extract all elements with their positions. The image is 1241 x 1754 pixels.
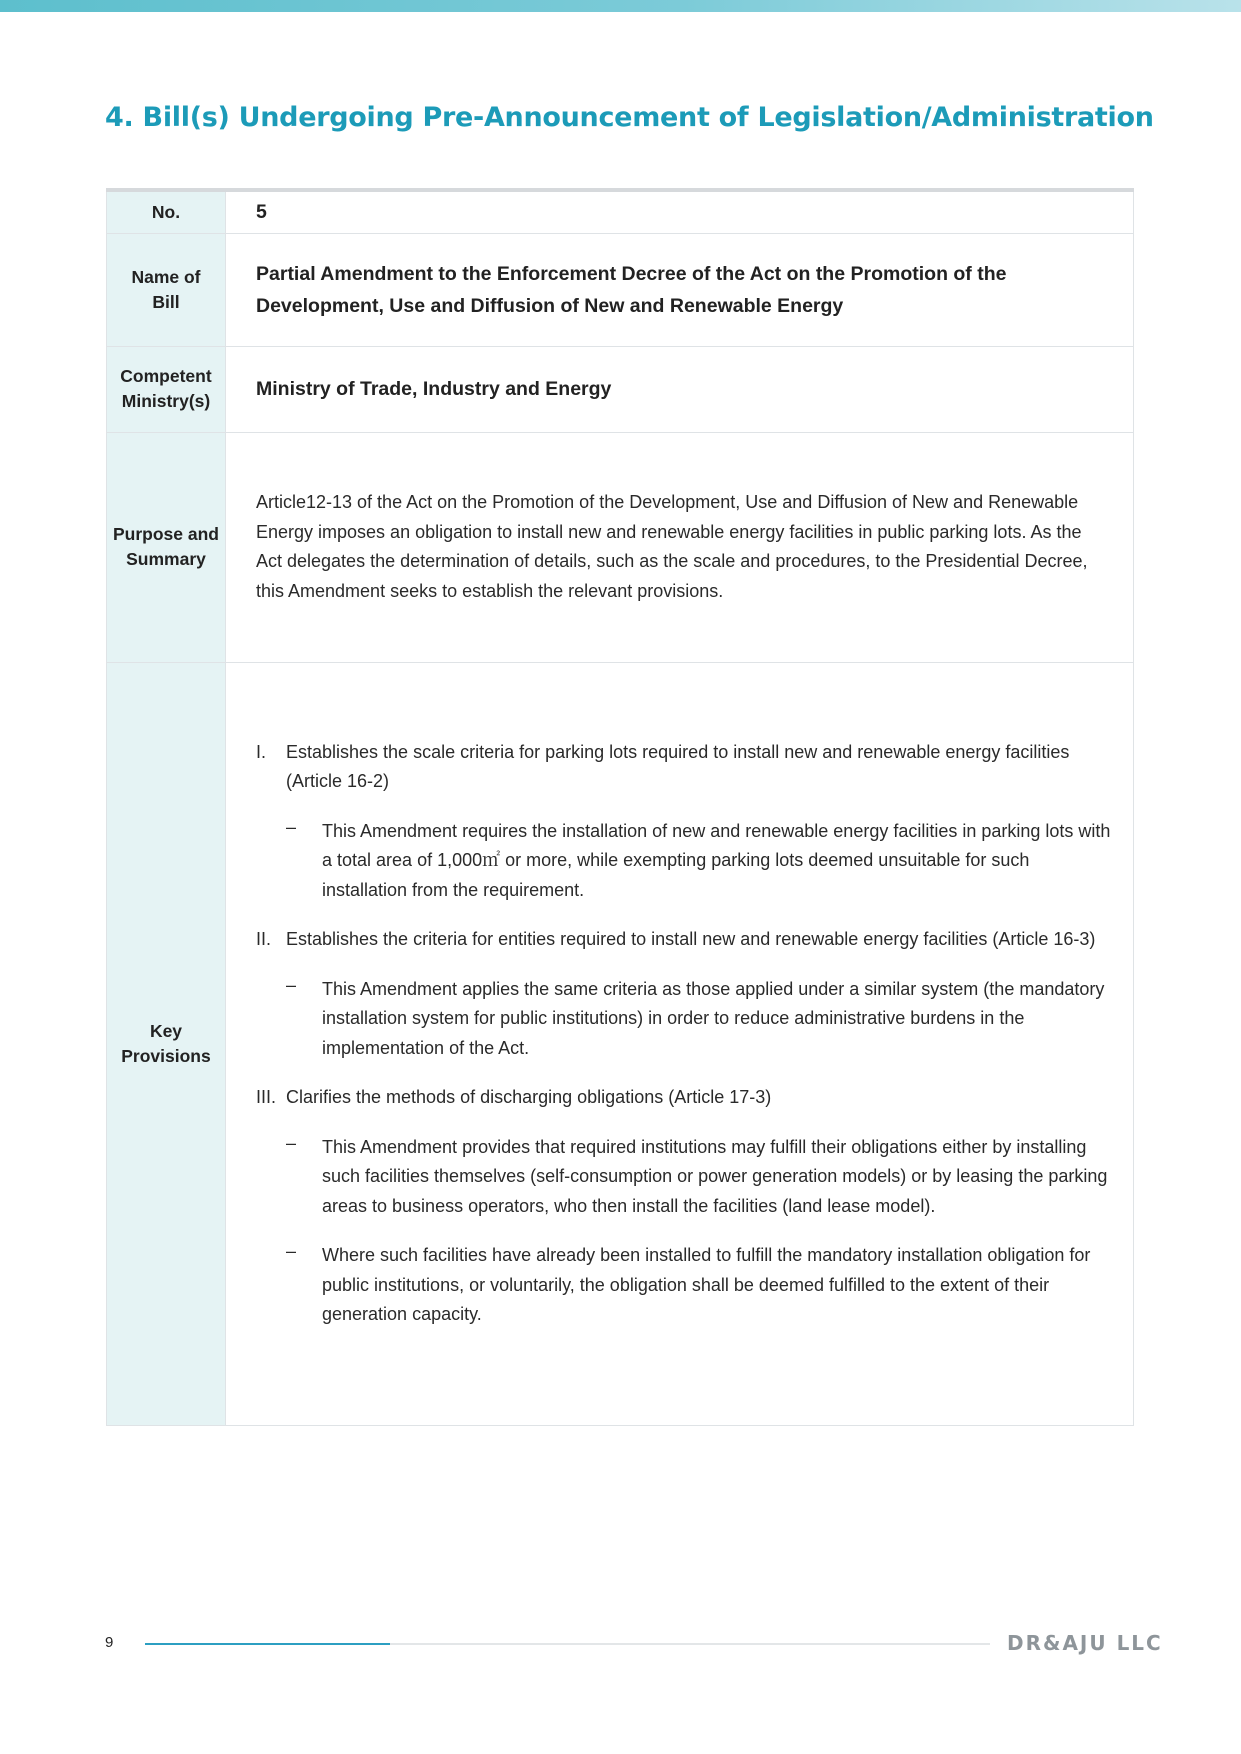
row-ministry	[107, 346, 1134, 432]
sub-text: This Amendment provides that required institutions may fulfill their obligations either by installing such facilities themselves (self-consumption or power generation models) or by leasing the parking areas to business operators, who then install the facilities (land lease model).	[322, 1136, 1108, 1216]
ministry-label	[107, 346, 226, 432]
row-purpose	[107, 432, 1134, 662]
sub-list	[286, 817, 1111, 906]
no-label: No.	[107, 190, 226, 233]
dash-bullet: –	[286, 974, 297, 995]
sub-list	[286, 975, 1111, 1064]
dash-bullet: –	[286, 816, 297, 837]
purpose-label-text: Purpose and Summary	[113, 524, 219, 569]
brand-logo-text: DR&AJU LLC	[1007, 1631, 1163, 1655]
purpose-value: Article12-13 of the Act on the Promotion of the Development, Use and Diffusion of New and Renewable Energy imposes an obligation to install new and renewable energy facilities in public parking lots. As the Act delegates the determination of details, such as the scale and procedures, to the Presidential Decree, this Amendment seeks to establish the relevant provisions.	[226, 432, 1134, 662]
sub-list	[286, 1133, 1111, 1330]
key-label-text: Key Provisions	[121, 1020, 211, 1066]
dash-bullet: –	[286, 1241, 297, 1261]
name-value: Partial Amendment to the Enforcement Decree of the Act on the Promotion of the Development, Use and Diffusion of New and Renewable Energy	[226, 233, 1134, 346]
bill-table	[106, 188, 1134, 1426]
provision-item	[256, 1083, 1111, 1330]
provision-number: III.	[256, 1087, 277, 1107]
sub-item	[286, 1241, 1111, 1330]
row-key-provisions	[107, 662, 1134, 1425]
top-gradient-bar	[0, 0, 1241, 12]
sub-text: Where such facilities have already been installed to fulfill the mandatory installation obligation for public institutions, or voluntarily, the obligation shall be deemed fulfilled to the extent of their generation capacity.	[322, 1245, 1091, 1324]
provision-number: I.	[256, 741, 267, 762]
key-provisions-cell	[226, 662, 1134, 1425]
key-label	[107, 662, 226, 1425]
ministry-value: Ministry of Trade, Industry and Energy	[226, 346, 1134, 432]
provision-item	[256, 925, 1111, 1063]
dash-bullet: –	[286, 1132, 297, 1153]
section-title: 4. Bill(s) Undergoing Pre-Announcement of Legislation/Administration	[105, 102, 1154, 133]
no-value: 5	[226, 190, 1134, 233]
provision-item	[256, 738, 1111, 906]
row-no	[107, 190, 1134, 233]
page-number: 9	[105, 1634, 114, 1651]
name-label-text: Name of Bill	[131, 266, 201, 312]
sub-item	[286, 817, 1111, 906]
provision-number: II.	[256, 929, 272, 949]
provision-text: Establishes the scale criteria for parking lots required to install new and renewable energy facilities (Article 16-2)	[286, 741, 1070, 791]
row-name-of-bill	[107, 233, 1134, 346]
ministry-label-text: Competent Ministry(s)	[120, 366, 212, 411]
provision-list	[256, 738, 1111, 1330]
name-label	[107, 233, 226, 346]
sub-text: This Amendment requires the installation of new and renewable energy facilities in parking lots with a total area of 1,000㎡ or more, while exempting parking lots deemed unsuitable for such installation from the requirement.	[322, 820, 1111, 900]
sub-item	[286, 1133, 1111, 1222]
footer-divider-accent	[145, 1643, 390, 1645]
purpose-label	[107, 432, 226, 662]
sub-item	[286, 975, 1111, 1064]
provision-text: Establishes the criteria for entities required to install new and renewable energy facilities (Article 16-3)	[286, 929, 1096, 949]
sub-text: This Amendment applies the same criteria as those applied under a similar system (the mandatory installation system for public institutions) in order to reduce administrative burdens in the implementation of the Act.	[322, 978, 1105, 1058]
provision-text: Clarifies the methods of discharging obligations (Article 17-3)	[286, 1087, 772, 1107]
